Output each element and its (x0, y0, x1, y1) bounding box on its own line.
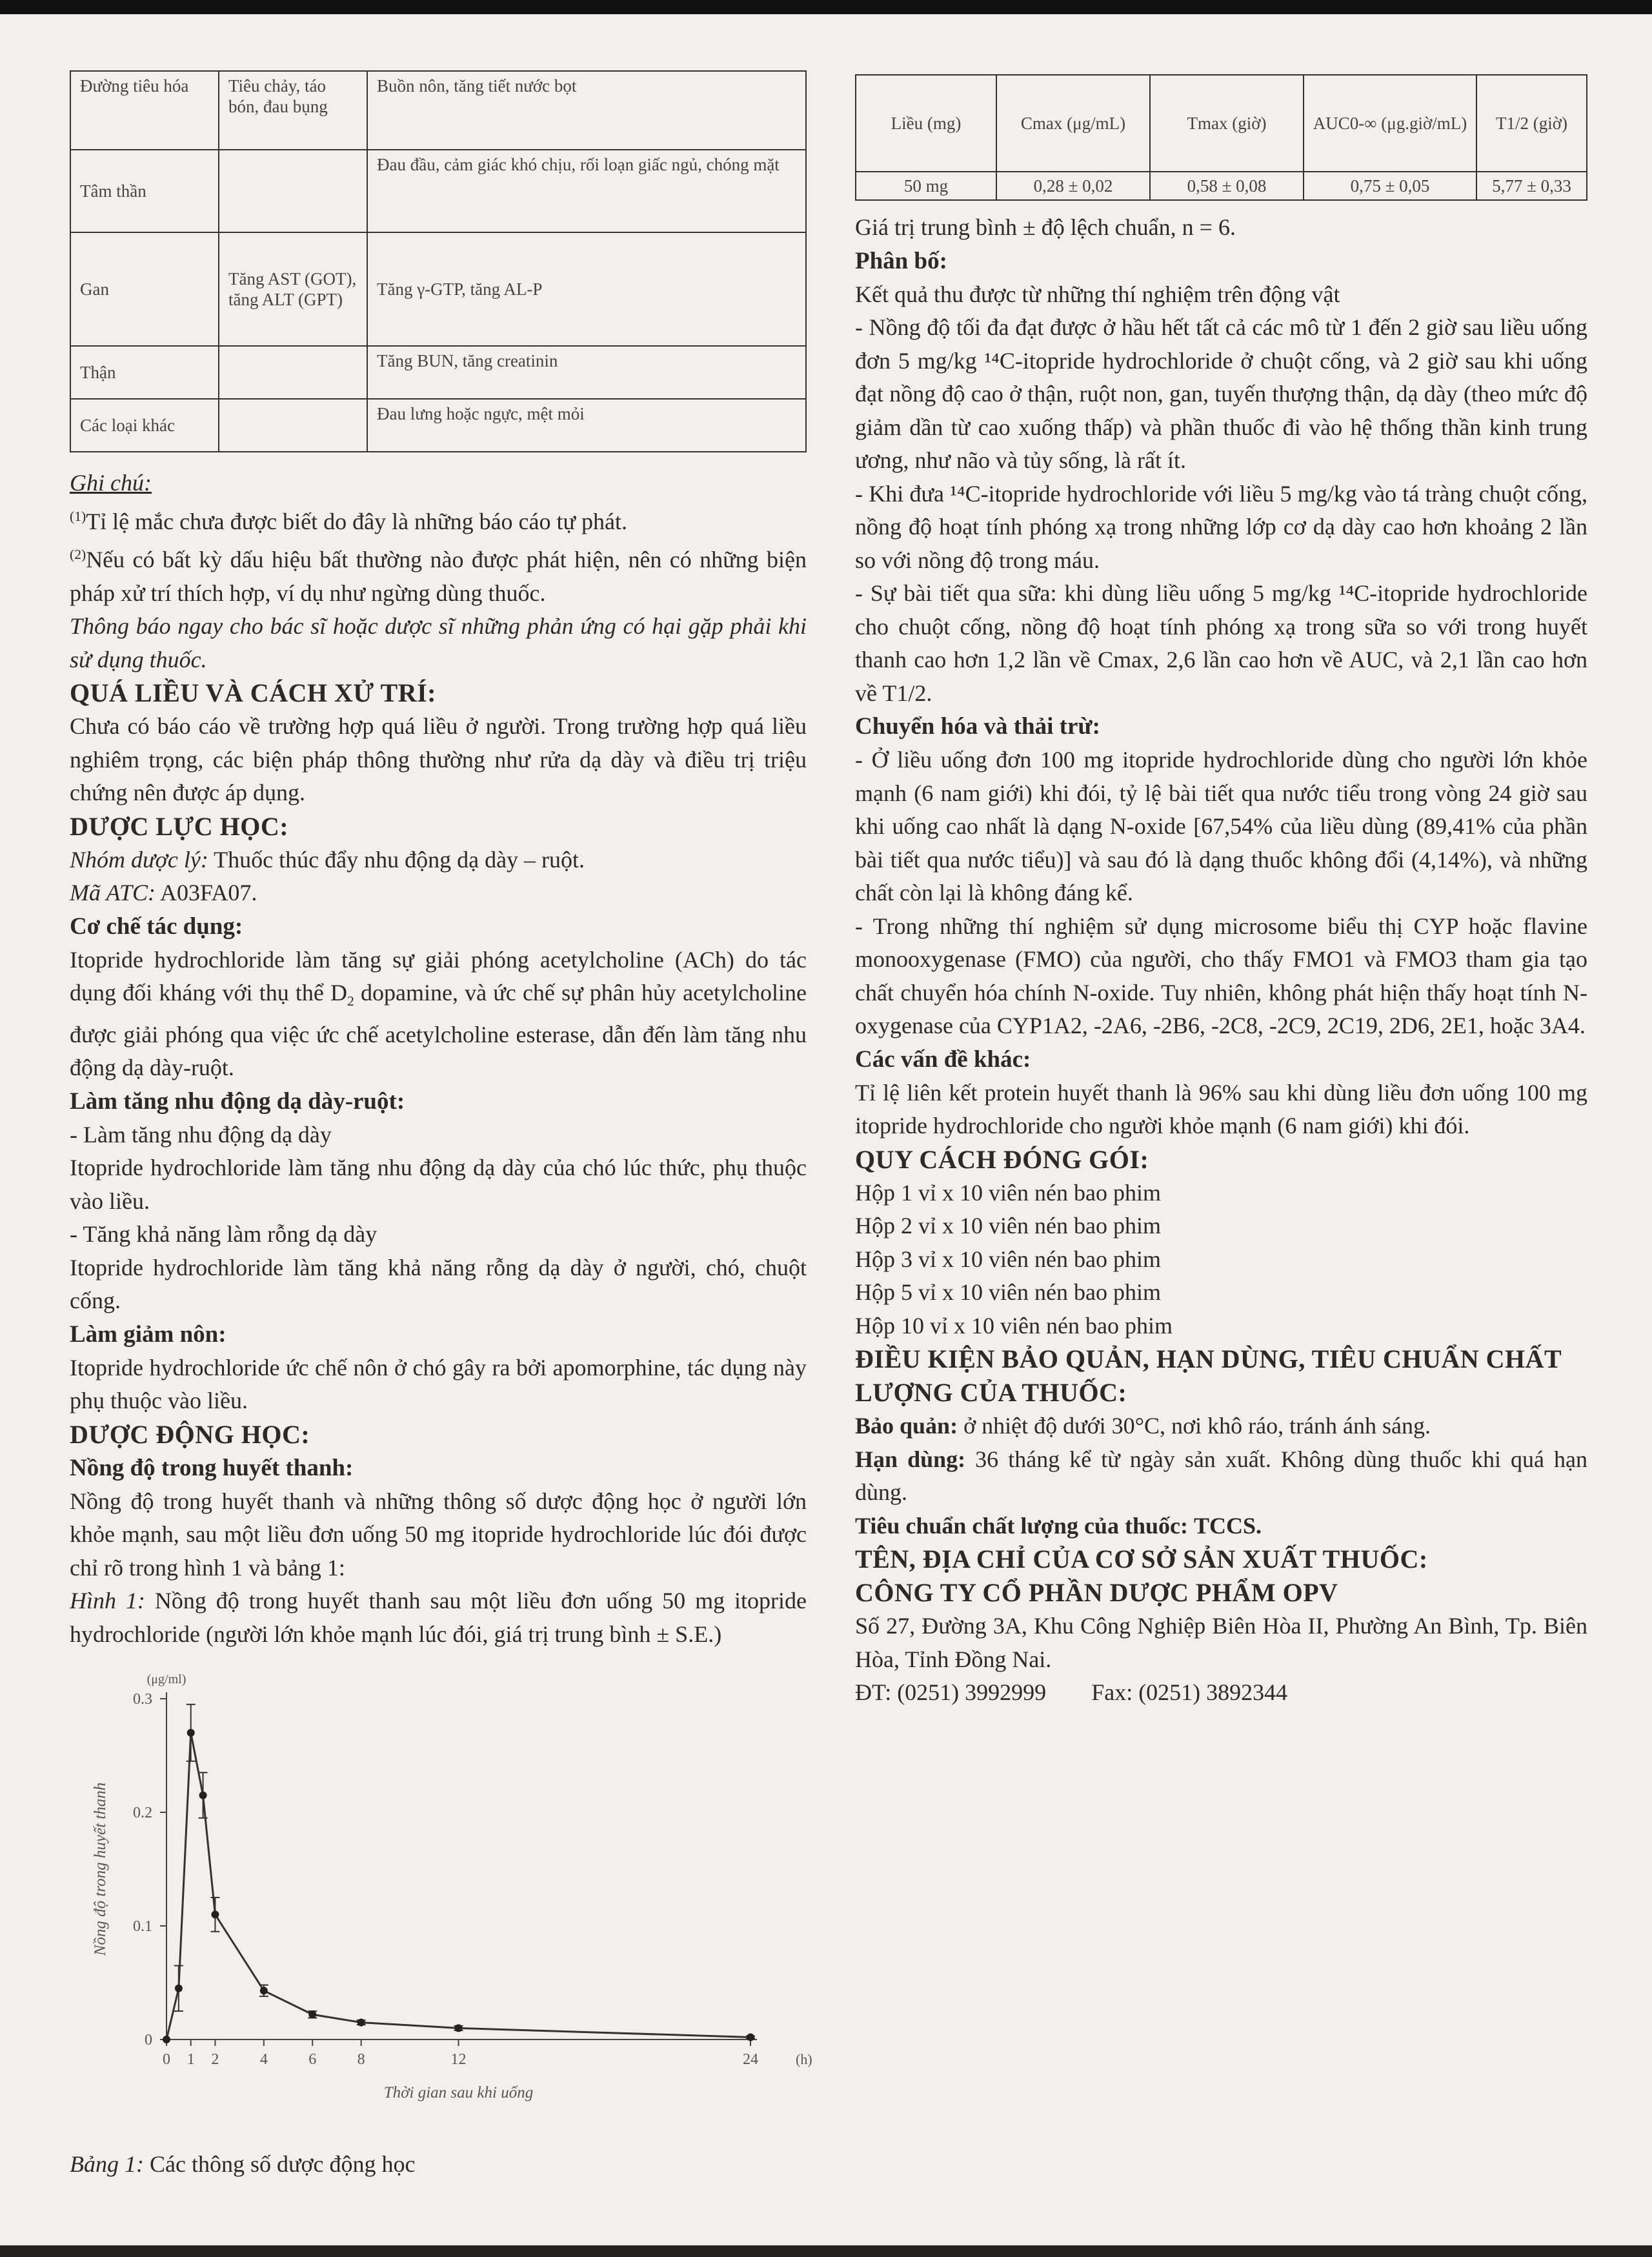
table-header (1304, 75, 1476, 172)
packaging-item: Hộp 10 vỉ x 10 viên nén bao phim (855, 1312, 1173, 1339)
distribution-p1: - Nồng độ tối đa đạt được ở hầu hết tất cả các mô từ 1 đến 2 giờ sau liều uống đơn 5 mg/kg ¹⁴C-itopride hydrochloride ở chuột cống, và 2 giờ sau khi uống đạt nồng độ cao ở thận, ruột non, gan, tuyến thượng thận, dạ dày (theo mức độ giảm dần từ cao xuống thấp) và phần thuốc đi vào hệ thống thần kinh trung ương, như não và tủy sống, là rất ít. (855, 314, 1587, 473)
x-tick-label: 12 (450, 2051, 467, 2069)
table-cell: Tăng γ-GTP, tăng AL-P (367, 232, 806, 346)
table-cell: Tâm thần (70, 150, 219, 232)
table-header-row (856, 75, 1587, 172)
header-auc: AUC0-∞ (μg.giờ/mL) (1313, 114, 1467, 133)
packaging-item: Hộp 3 vỉ x 10 viên nén bao phim (855, 1246, 1161, 1272)
atc-code (70, 876, 807, 910)
y-tick-label: 0 (145, 2032, 152, 2049)
chart-axes (92, 1672, 812, 2101)
table-cell: 0,28 ± 0,02 (996, 172, 1150, 200)
other-title: Các vấn đề khác: (855, 1046, 1031, 1073)
data-point (455, 2025, 463, 2032)
mechanism-text (70, 944, 807, 1085)
table-cell (219, 399, 367, 452)
x-tick-label: 24 (743, 2051, 758, 2069)
mechanism-title: Cơ chế tác dụng: (70, 913, 243, 940)
y-tick-label: 0.2 (133, 1805, 152, 1822)
x-tick-label: 8 (357, 2051, 365, 2069)
table-label: Bảng 1: (70, 2151, 144, 2178)
note-1-mark: (1) (70, 508, 86, 524)
y-tick-label: 0.1 (133, 1918, 152, 1936)
manufacturer-heading: TÊN, ĐỊA CHỈ CỦA CƠ SỞ SẢN XUẤT THUỐC: (855, 1544, 1428, 1574)
pharmacologic-group (70, 844, 807, 877)
storage-line (855, 1410, 1587, 1443)
table-cell (219, 150, 367, 232)
table-caption-text: Các thông số dược động học (149, 2151, 416, 2178)
pharmacodynamics-heading: DƯỢC LỰC HỌC: (70, 811, 289, 841)
table-header (996, 75, 1150, 172)
storage-heading: ĐIỀU KIỆN BẢO QUẢN, HẠN DÙNG, TIÊU CHUẨN CHẤT LƯỢNG CỦA THUỐC: (855, 1344, 1562, 1407)
x-tick-label: 1 (186, 2051, 195, 2069)
distribution-intro: Kết quả thu được từ những thí nghiệm trên động vật (855, 281, 1340, 307)
table-cell: Tăng BUN, tăng creatinin (367, 346, 806, 399)
y-tick-label: 0.3 (133, 1691, 152, 1708)
x-tick-label: 0 (163, 2051, 170, 2069)
expiry-label: Hạn dùng: (855, 1446, 966, 1472)
table-row (856, 172, 1587, 200)
table-cell: Gan (70, 232, 219, 346)
table-cell: Tiêu chảy, táo bón, đau bụng (219, 71, 367, 150)
motility-item-1: - Làm tăng nhu động dạ dày (70, 1121, 332, 1148)
expiry-line (855, 1443, 1587, 1510)
data-point (260, 1987, 268, 1995)
mechanism-text-a: Itopride hydrochloride làm tăng sự giải phóng acetylcholine (ACh) do tác dụng đối kháng với thụ thể D (70, 946, 807, 1006)
x-tick-label: 4 (259, 2051, 268, 2069)
table-caption (70, 2148, 807, 2181)
header-tmax: Tmax (giờ) (1187, 114, 1267, 133)
data-point (747, 2034, 754, 2041)
metabolism-title: Chuyển hóa và thải trừ: (855, 713, 1100, 740)
header-dose: Liều (mg) (891, 114, 962, 133)
table-cell: 0,75 ± 0,05 (1304, 172, 1476, 200)
figure-label: Hình 1: (70, 1588, 145, 1614)
figure-caption-text: Nồng độ trong huyết thanh sau một liều đơn uống 50 mg itopride hydrochloride (người lớn khỏe mạnh lúc đói, giá trị trung bình ± S.E.) (70, 1588, 807, 1647)
warning-text: Thông báo ngay cho bác sĩ hoặc dược sĩ những phản ứng có hại gặp phải khi sử dụng thuốc. (70, 613, 807, 673)
header-thalf: T1/2 (giờ) (1495, 114, 1567, 133)
quality-line (855, 1510, 1587, 1543)
x-unit-label: (h) (796, 2051, 812, 2068)
metabolism-p2: - Trong những thí nghiệm sử dụng microsome biểu thị CYP hoặc flavine monooxygenase (FMO) của người, cho thấy FMO1 và FMO3 tham gia tạo chất chuyển hóa chính N-oxide. Tuy nhiên, không phát hiện thấy hoạt tính N-oxygenase của CYP1A2, -2A6, -2B6, -2C8, -2C9, 2C19, 2D6, 2E1, hoặc 3A4. (855, 913, 1587, 1038)
antiemetic-title: Làm giảm nôn: (70, 1321, 227, 1348)
pk-parameters-table (855, 74, 1587, 201)
data-point (175, 1985, 183, 1992)
table-cell: 0,58 ± 0,08 (1150, 172, 1304, 200)
table-cell: Đường tiêu hóa (70, 71, 219, 150)
figure-caption (70, 1584, 807, 1651)
antiemetic-text: Itopride hydrochloride ức chế nôn ở chó gây ra bởi apomorphine, tác dụng này phụ thuộc vào liều. (70, 1354, 807, 1414)
atc-label: Mã ATC: (70, 880, 156, 906)
data-point (211, 1911, 219, 1919)
table-cell: 5,77 ± 0,33 (1476, 172, 1587, 200)
note-2-text: Nếu có bất kỳ dấu hiệu bất thường nào được phát hiện, nên có những biện pháp xử trí thích hợp, ví dụ như ngừng dùng thuốc. (70, 547, 807, 606)
group-label: Nhóm dược lý: (70, 846, 208, 873)
x-tick-label: 6 (308, 2051, 317, 2069)
distribution-title: Phân bố: (855, 247, 947, 274)
table-cell: Đau đầu, cảm giác khó chịu, rối loạn giấc ngủ, chóng mặt (367, 150, 806, 232)
table-row (70, 346, 806, 399)
table-cell: 50 mg (856, 172, 996, 200)
notes-title: Ghi chú: (70, 470, 152, 496)
table-row (70, 71, 806, 150)
table-header (1476, 75, 1587, 172)
data-point (187, 1729, 195, 1737)
d2-subscript: 2 (347, 993, 354, 1009)
distribution-p3: - Sự bài tiết qua sữa: khi dùng liều uống 5 mg/kg ¹⁴C-itopride hydrochloride cho chuột cống, nồng độ hoạt tính phóng xạ trong sữa so với trong huyết thanh cao hơn 1,2 lần về Cmax, 2,6 lần cao hơn về AUC, và 2,1 lần cao hơn về T1/2. (855, 580, 1587, 706)
note-2-mark: (2) (70, 547, 86, 562)
chart-marks (163, 1705, 755, 2043)
motility-item-2: - Tăng khả năng làm rỗng dạ dày (70, 1221, 378, 1248)
serum-text: Nồng độ trong huyết thanh và những thông số dược động học ở người lớn khỏe mạnh, sau một liều đơn uống 50 mg itopride hydrochloride lúc đói được chỉ rõ trong hình 1 và bảng 1: (70, 1488, 807, 1581)
mechanism-text-b: dopamine, và ức chế sự phân hủy acetylcholine được giải phóng qua việc ức chế acetylcholine esterase, dẫn đến làm tăng nhu động dạ dày-ruột. (70, 980, 807, 1081)
expiry-text: 36 tháng kể từ ngày sản xuất. Không dùng thuốc khi quá hạn dùng. (855, 1446, 1588, 1505)
y-unit-label: (μg/ml) (146, 1672, 186, 1687)
quality-label: Tiêu chuẩn chất lượng của thuốc: (855, 1512, 1188, 1539)
storage-text: ở nhiệt độ dưới 30°C, nơi khô ráo, tránh ánh sáng. (963, 1413, 1431, 1439)
table-row (70, 150, 806, 232)
pharmacokinetics-heading: DƯỢC ĐỘNG HỌC: (70, 1419, 310, 1449)
storage-label: Bảo quản: (855, 1413, 958, 1439)
concentration-line (166, 1733, 750, 2039)
packaging-heading: QUY CÁCH ĐÓNG GÓI: (855, 1144, 1149, 1174)
table-row (70, 399, 806, 452)
data-point (163, 2036, 170, 2043)
metabolism-p1: - Ở liều uống đơn 100 mg itopride hydrochloride dùng cho người lớn khỏe mạnh (6 nam giới) khi đói, tỷ lệ bài tiết qua nước tiểu trong vòng 24 giờ sau khi uống cao nhất là dạng N-oxide [67,54% của liều dùng (89,41% của phần bài tiết qua nước tiểu)] và sau đó là dạng thuốc không đổi (4,14%), và những chất còn lại là không đáng kể. (855, 747, 1587, 906)
company-address: Số 27, Đường 3A, Khu Công Nghiệp Biên Hòa II, Phường An Bình, Tp. Biên Hòa, Tỉnh Đồng Nai. (855, 1613, 1587, 1672)
table-cell: Thận (70, 346, 219, 399)
quality-text: TCCS. (1193, 1512, 1262, 1539)
packaging-item: Hộp 2 vỉ x 10 viên nén bao phim (855, 1213, 1161, 1239)
bottom-edge (0, 2245, 1652, 2257)
phone: ĐT: (0251) 3992999 (855, 1679, 1047, 1705)
y-axis-title: Nồng độ trong huyết thanh (92, 1782, 109, 1956)
table-cell: Đau lưng hoặc ngực, mệt mỏi (367, 399, 806, 452)
adverse-effects-table (70, 70, 807, 452)
left-column (70, 68, 812, 2181)
motility-title: Làm tăng nhu động dạ dày-ruột: (70, 1088, 405, 1115)
company-name: CÔNG TY CỔ PHẦN DƯỢC PHẨM OPV (855, 1578, 1338, 1607)
serum-concentration-chart (70, 1666, 812, 2144)
data-point (358, 2019, 365, 2027)
overdose-heading: QUÁ LIỀU VÀ CÁCH XỬ TRÍ: (70, 678, 436, 707)
overdose-text: Chưa có báo cáo về trường hợp quá liều ở người. Trong trường hợp quá liều nghiêm trọng, các biện pháp thông thường như rửa dạ dày và điều trị triệu chứng nên được áp dụng. (70, 713, 807, 805)
header-cmax: Cmax (μg/mL) (1020, 114, 1126, 133)
data-point (199, 1792, 207, 1799)
note-1-text: Tỉ lệ mắc chưa được biết do đây là những báo cáo tự phát. (86, 508, 627, 534)
note-2 (70, 538, 807, 610)
table-cell: Buồn nôn, tăng tiết nước bọt (367, 71, 806, 150)
table-cell: Các loại khác (70, 399, 219, 452)
motility-text-2: Itopride hydrochloride làm tăng khả năng rỗng dạ dày ở người, chó, chuột cống. (70, 1254, 807, 1314)
data-point (308, 2010, 316, 2018)
top-edge (0, 0, 1652, 14)
x-tick-label: 2 (211, 2051, 219, 2069)
contact-line (855, 1676, 1587, 1710)
group-value: Thuốc thúc đẩy nhu động dạ dày – ruột. (214, 846, 585, 873)
motility-text-1: Itopride hydrochloride làm tăng nhu động dạ dày của chó lúc thức, phụ thuộc vào liều. (70, 1155, 807, 1214)
packaging-item: Hộp 5 vỉ x 10 viên nén bao phim (855, 1279, 1161, 1305)
note-1 (70, 500, 807, 539)
serum-title: Nồng độ trong huyết thanh: (70, 1454, 354, 1481)
other-text: Tỉ lệ liên kết protein huyết thanh là 96% sau khi dùng liều đơn uống 100 mg itopride hydrochloride cho người khỏe mạnh (6 nam giới) khi đói. (855, 1079, 1587, 1139)
pk-note: Giá trị trung bình ± độ lệch chuẩn, n = 6. (855, 214, 1236, 240)
x-axis-title: Thời gian sau khi uống (383, 2084, 534, 2102)
atc-value: A03FA07. (160, 880, 257, 906)
distribution-p2: - Khi đưa ¹⁴C-itopride hydrochloride với liều 5 mg/kg vào tá tràng chuột cống, nồng độ hoạt tính phóng xạ trong những lớp cơ dạ dày cao hơn khoảng 2 lần so với nồng độ trong máu. (855, 480, 1587, 573)
table-header (1150, 75, 1304, 172)
packaging-item: Hộp 1 vỉ x 10 viên nén bao phim (855, 1179, 1161, 1206)
right-column (855, 68, 1587, 1710)
fax: Fax: (0251) 3892344 (1091, 1679, 1288, 1705)
table-row (70, 232, 806, 346)
table-header (856, 75, 996, 172)
table-cell (219, 346, 367, 399)
table-cell: Tăng AST (GOT), tăng ALT (GPT) (219, 232, 367, 346)
